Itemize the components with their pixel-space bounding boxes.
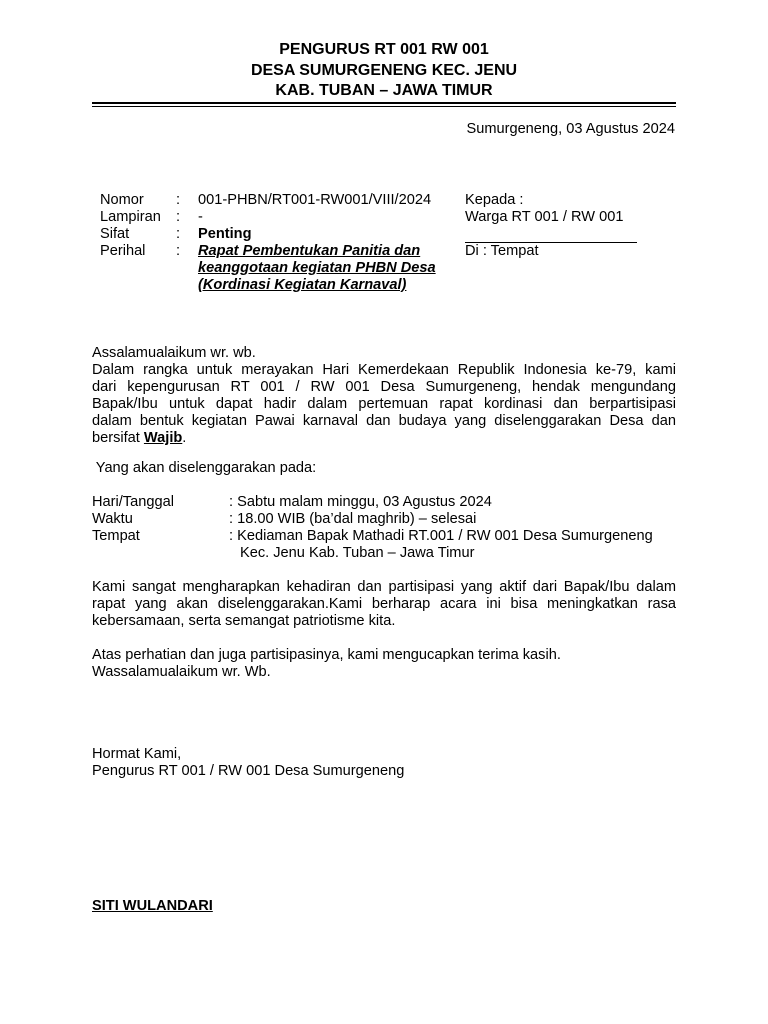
intro-last-suffix: . <box>182 430 187 446</box>
letterhead-line-3: KAB. TUBAN – JAWA TIMUR <box>275 82 493 99</box>
signature-org: Pengurus RT 001 / RW 001 Desa Sumurgeneng <box>92 763 405 779</box>
letter-meta <box>100 192 436 294</box>
colon: : <box>176 209 181 225</box>
letterhead-rule-thin <box>92 106 676 107</box>
meta-row-nomor <box>100 192 436 209</box>
schedule-intro: Yang akan diselenggarakan pada: <box>92 460 317 476</box>
thanks-line: Atas perhatian dan juga partisipasinya, kami mengucapkan terima kasih. <box>92 647 561 663</box>
hari-label: Hari/Tanggal <box>92 494 174 510</box>
perihal-label: Perihal <box>100 243 146 259</box>
closing-line-3: kebersamaan, serta semangat patriotisme kita. <box>92 613 396 629</box>
perihal-value <box>198 243 436 294</box>
closing-line-1: Kami sangat mengharapkan kehadiran dan partisipasi yang aktif dari Bapak/Ibu dalam <box>92 579 676 595</box>
closing-line-2: rapat yang akan diselenggarakan.Kami berharap acara ini bisa meningkatkan rasa <box>92 596 676 612</box>
spacer <box>92 545 229 562</box>
recipient-warga: Warga RT 001 / RW 001 <box>465 209 624 225</box>
sifat-value: Penting <box>198 226 252 242</box>
tempat-value-2: Kec. Jenu Kab. Tuban – Jawa Timur <box>240 545 475 561</box>
waktu-value: : 18.00 WIB (ba’dal maghrib) – selesai <box>229 511 477 527</box>
letterhead <box>92 40 676 102</box>
perihal-line-3: (Kordinasi Kegiatan Karnaval) <box>198 277 407 293</box>
schedule-row-hari <box>92 494 687 511</box>
signature-name: SITI WULANDARI <box>92 898 213 914</box>
nomor-label: Nomor <box>100 192 144 208</box>
meta-row-lampiran <box>100 209 436 226</box>
schedule-block <box>92 494 687 562</box>
meta-row-perihal <box>100 243 436 294</box>
recipient-kepada: Kepada : <box>465 192 524 208</box>
colon: : <box>176 243 181 259</box>
recipient-tempat: Di : Tempat <box>465 243 539 259</box>
lampiran-label: Lampiran <box>100 209 161 225</box>
perihal-line-2: keanggotaan kegiatan PHBN Desa <box>198 260 436 276</box>
waktu-label: Waktu <box>92 511 133 527</box>
intro-last-prefix: bersifat <box>92 430 144 446</box>
schedule-row-tempat-cont <box>92 545 687 562</box>
letterhead-rule-thick <box>92 102 676 104</box>
meta-row-sifat <box>100 226 436 243</box>
closing-paragraph <box>92 579 676 630</box>
wajib-text: Wajib <box>143 430 183 446</box>
schedule-row-tempat <box>92 528 687 545</box>
intro-line-5 <box>92 430 676 447</box>
tempat-value-1: : Kediaman Bapak Mathadi RT.001 / RW 001 Desa Sumurgeneng <box>229 528 653 544</box>
hari-value: : Sabtu malam minggu, 03 Agustus 2024 <box>229 494 492 510</box>
letterhead-line-2: DESA SUMURGENENG KEC. JENU <box>250 61 518 79</box>
schedule-row-waktu <box>92 511 687 528</box>
colon: : <box>176 192 181 208</box>
nomor-value: 001-PHBN/RT001-RW001/VIII/2024 <box>198 192 432 208</box>
tempat-label: Tempat <box>92 528 140 544</box>
colon: : <box>176 226 181 242</box>
letter-date: Sumurgeneng, 03 Agustus 2024 <box>466 121 675 137</box>
sifat-label: Sifat <box>100 226 130 242</box>
greeting: Assalamualaikum wr. wb. <box>92 345 256 361</box>
lampiran-value: - <box>198 209 203 225</box>
intro-line-4: dalam bentuk kegiatan Pawai karnaval dan budaya yang diselenggarakan Desa dan <box>92 413 676 429</box>
intro-line-1: Dalam rangka untuk merayakan Hari Kemerdekaan Republik Indonesia ke-79, kami <box>92 362 676 378</box>
letterhead-line-1: PENGURUS RT 001 RW 001 <box>279 41 489 58</box>
signature-hormat: Hormat Kami, <box>92 746 182 762</box>
farewell-line: Wassalamualaikum wr. Wb. <box>92 664 271 680</box>
perihal-line-1: Rapat Pembentukan Panitia dan <box>198 243 421 259</box>
intro-line-2: dari kepengurusan RT 001 / RW 001 Desa Sumurgeneng, hendak mengundang <box>92 379 676 395</box>
recipient-block <box>465 192 623 226</box>
intro-line-3: Bapak/Ibu untuk dapat hadir dalam pertemuan rapat kordinasi dan berpartisipasi <box>92 396 676 412</box>
intro-paragraph <box>92 362 676 447</box>
